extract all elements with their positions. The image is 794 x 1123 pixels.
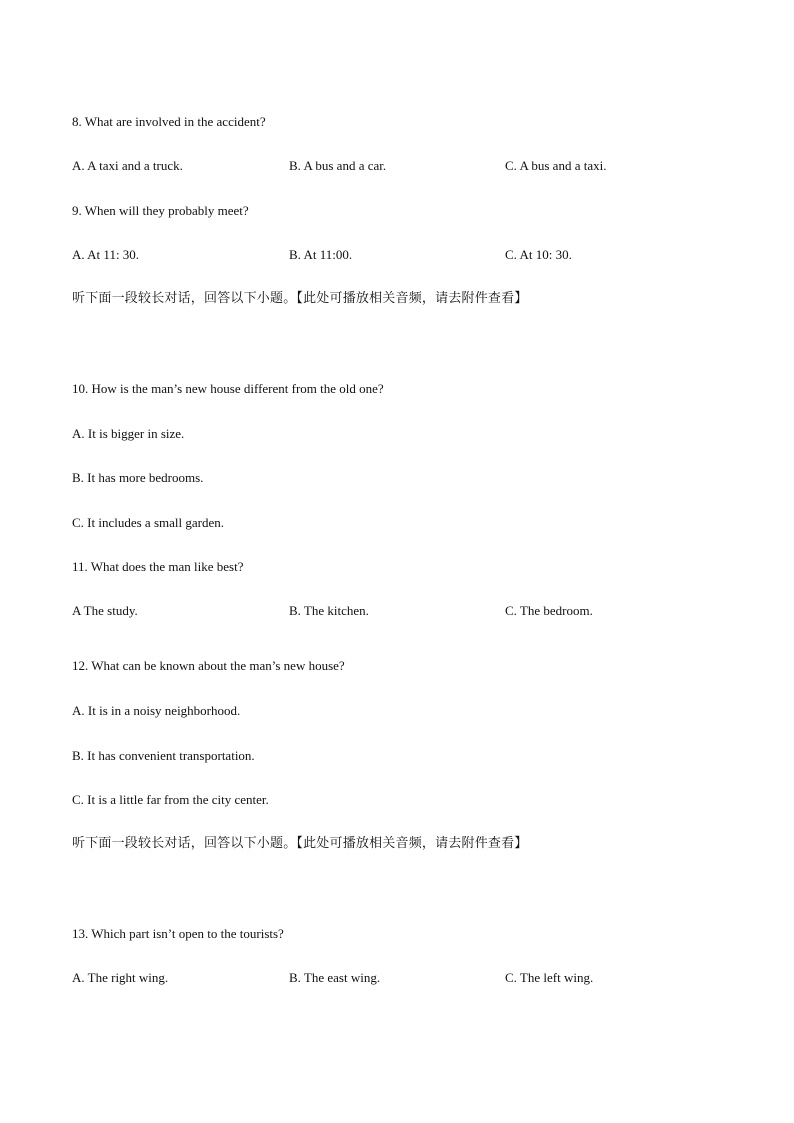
question-12-option-c: C. It is a little far from the city center. [72,792,269,807]
question-13-option-c: C. The left wing. [505,970,594,985]
question-9-stem: 9. When will they probably meet? [72,203,249,218]
question-12-option-b: B. It has convenient transportation. [72,748,255,763]
question-8-stem: 8. What are involved in the accident? [72,114,266,129]
question-8-option-a: A. A taxi and a truck. [72,158,183,173]
question-9-option-b: B. At 11:00. [289,247,353,262]
question-9-option-a: A. At 11: 30. [72,247,140,262]
question-13-stem: 13. Which part isn’t open to the tourists? [72,926,284,941]
question-11-option-c: C. The bedroom. [505,603,593,618]
question-9-option-c: C. At 10: 30. [505,247,572,262]
listening-instruction: 听下面一段较长对话，回答以下小题。【此处可播放相关音频，请去附件查看】 [72,836,528,851]
question-8-option-b: B. A bus and a car. [289,158,387,173]
question-11-stem: 11. What does the man like best? [72,559,244,574]
question-13-option-b: B. The east wing. [289,970,381,985]
question-10-option-b: B. It has more bedrooms. [72,470,204,485]
question-10-stem: 10. How is the man’s new house different from the old one? [72,381,384,396]
question-12-stem: 12. What can be known about the man’s new house? [72,658,345,673]
question-10-option-a: A. It is bigger in size. [72,426,185,441]
question-8-option-c: C. A bus and a taxi. [505,158,607,173]
question-11-option-a: A The study. [72,603,138,618]
question-13-option-a: A. The right wing. [72,970,169,985]
question-10-option-c: C. It includes a small garden. [72,515,224,530]
question-11-option-b: B. The kitchen. [289,603,369,618]
listening-instruction: 听下面一段较长对话，回答以下小题。【此处可播放相关音频，请去附件查看】 [72,291,528,306]
question-12-option-a: A. It is in a noisy neighborhood. [72,703,241,718]
